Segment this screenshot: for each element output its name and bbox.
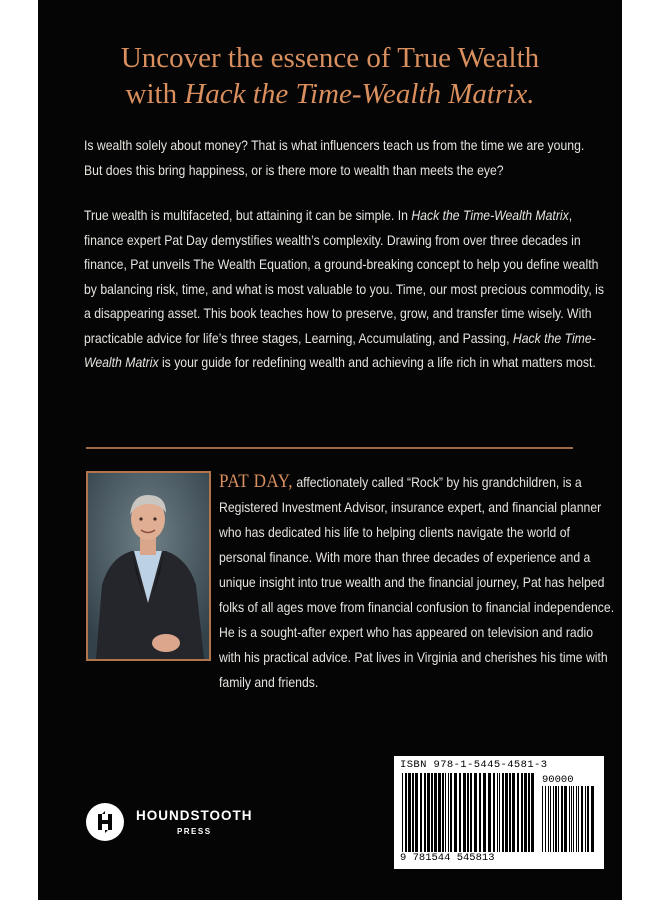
barcode-bar <box>493 773 495 852</box>
isbn-barcode <box>394 756 604 869</box>
barcode-bar <box>431 773 433 852</box>
barcode-bar <box>550 786 551 852</box>
barcode-bar <box>564 786 567 852</box>
barcode-bar <box>474 773 477 852</box>
barcode-bar <box>517 773 519 852</box>
publisher-logo <box>86 800 253 844</box>
barcode-bar <box>402 773 403 852</box>
houndstooth-icon <box>86 803 124 841</box>
barcode-bar <box>467 773 469 852</box>
barcode-bar <box>420 773 422 852</box>
price-code: 90000 <box>542 774 574 786</box>
barcode-bar <box>502 773 504 852</box>
barcode-bar <box>415 773 418 852</box>
barcode-bar <box>488 773 491 852</box>
barcode-bar <box>528 773 530 852</box>
publisher-text <box>136 808 253 836</box>
description-title-1: Hack the Time-Wealth Matrix <box>411 208 569 223</box>
description-paragraph <box>84 204 606 376</box>
description-part-1: True wealth is multifaceted, but attaining it can be simple. In <box>84 208 412 223</box>
barcode-bar <box>438 773 441 852</box>
intro-paragraph: Is wealth solely about money? That is what influencers teach us from the time we are young. But does this bring happiness, or is there more to wealth than meets the eye? <box>84 138 585 178</box>
description-part-3: is your guide for redefining wealth and achieving a life rich in what matters most. <box>158 355 596 370</box>
barcode-bar <box>434 773 437 852</box>
barcode-bar <box>509 773 511 852</box>
barcode-bar <box>571 786 572 852</box>
barcode-bar <box>470 773 472 852</box>
publisher-sub: PRESS <box>176 827 212 836</box>
author-name: PAT DAY, <box>219 471 293 492</box>
barcode-bar <box>424 773 426 852</box>
back-cover <box>38 0 622 900</box>
headline <box>38 40 622 112</box>
price-barcode-bars <box>542 786 596 852</box>
barcode-bar <box>442 773 444 852</box>
barcode-bar <box>548 786 549 852</box>
barcode-bar <box>542 786 543 852</box>
barcode-bar <box>585 786 586 852</box>
barcode-bar <box>479 773 481 852</box>
barcode-bars <box>402 773 536 852</box>
barcode-bar <box>558 786 559 852</box>
barcode-bar <box>499 773 500 852</box>
barcode-bar <box>553 786 554 852</box>
barcode-bar <box>497 773 498 852</box>
barcode-bar <box>576 786 577 852</box>
description-title-2: Hack the Time-Wealth Matrix <box>84 330 596 370</box>
barcode-bar <box>450 773 452 852</box>
barcode-bar <box>524 773 527 852</box>
photo-spacer <box>84 469 219 674</box>
barcode-bar <box>569 786 570 852</box>
barcode-bar <box>531 773 534 852</box>
barcode-bar <box>591 786 594 852</box>
barcode-bar <box>448 773 449 852</box>
barcode-bar <box>445 773 446 852</box>
barcode-bar <box>463 773 466 852</box>
barcode-bar <box>505 773 508 852</box>
barcode-digits: 9 781544 545813 <box>400 852 495 864</box>
publisher-name: HOUNDSTOOTH <box>136 808 253 823</box>
barcode-bar <box>581 786 583 852</box>
headline-line-1: Uncover the essence of True Wealth <box>120 42 540 74</box>
description-part-2: , finance expert Pat Day demystifies wealth’s complexity. Drawing from over three decades in finance, Pat unveils The Wealth Equation, a ground-breaking concept to help you define wealth by balancing risk, time, and what is most valuable to you. Time, our most precious commodity, is a disappearing asset. This book teaches how to preserve, grow, and transfer time wisely. With practicable advice for life’s three stages, Learning, Accumulating, and Passing, <box>84 208 604 346</box>
barcode-bar <box>483 773 486 852</box>
barcode-bar <box>459 773 461 852</box>
barcode-bar <box>512 773 515 852</box>
barcode-bar <box>555 786 557 852</box>
barcode-bar <box>578 786 579 852</box>
author-bio-text: affectionately called “Rock” by his grandchildren, is a Registered Investment Advisor, insurance expert, and financial planner who has dedicated his life to helping clients navigate the world of personal finance. With more than three decades of experience and a unique insight into true wealth and the financial journey, Pat has helped folks of all ages move from financial confusion to financial independence. He is a sought-after expert who has appeared on television and radio with his practical advice. Pat lives in Virginia and cherishes his time with family and friends. <box>219 475 615 690</box>
barcode-bar <box>454 773 457 852</box>
headline-book-title: Hack the Time-Wealth Matrix. <box>184 78 535 110</box>
barcode-bar <box>427 773 430 852</box>
barcode-bar <box>408 773 411 852</box>
headline-line-2 <box>38 76 622 112</box>
isbn-text: ISBN 978-1-5445-4581-3 <box>400 759 548 771</box>
barcode-bar <box>405 773 407 852</box>
headline-prefix: with <box>125 78 185 110</box>
houndstooth-mark <box>92 809 118 835</box>
barcode-bar <box>412 773 414 852</box>
barcode-bar <box>587 786 589 852</box>
barcode-bar <box>521 773 523 852</box>
barcode-bar <box>561 786 563 852</box>
barcode-bar <box>545 786 546 852</box>
author-bio <box>84 469 617 695</box>
section-divider <box>86 447 573 449</box>
barcode-bar <box>573 786 574 852</box>
